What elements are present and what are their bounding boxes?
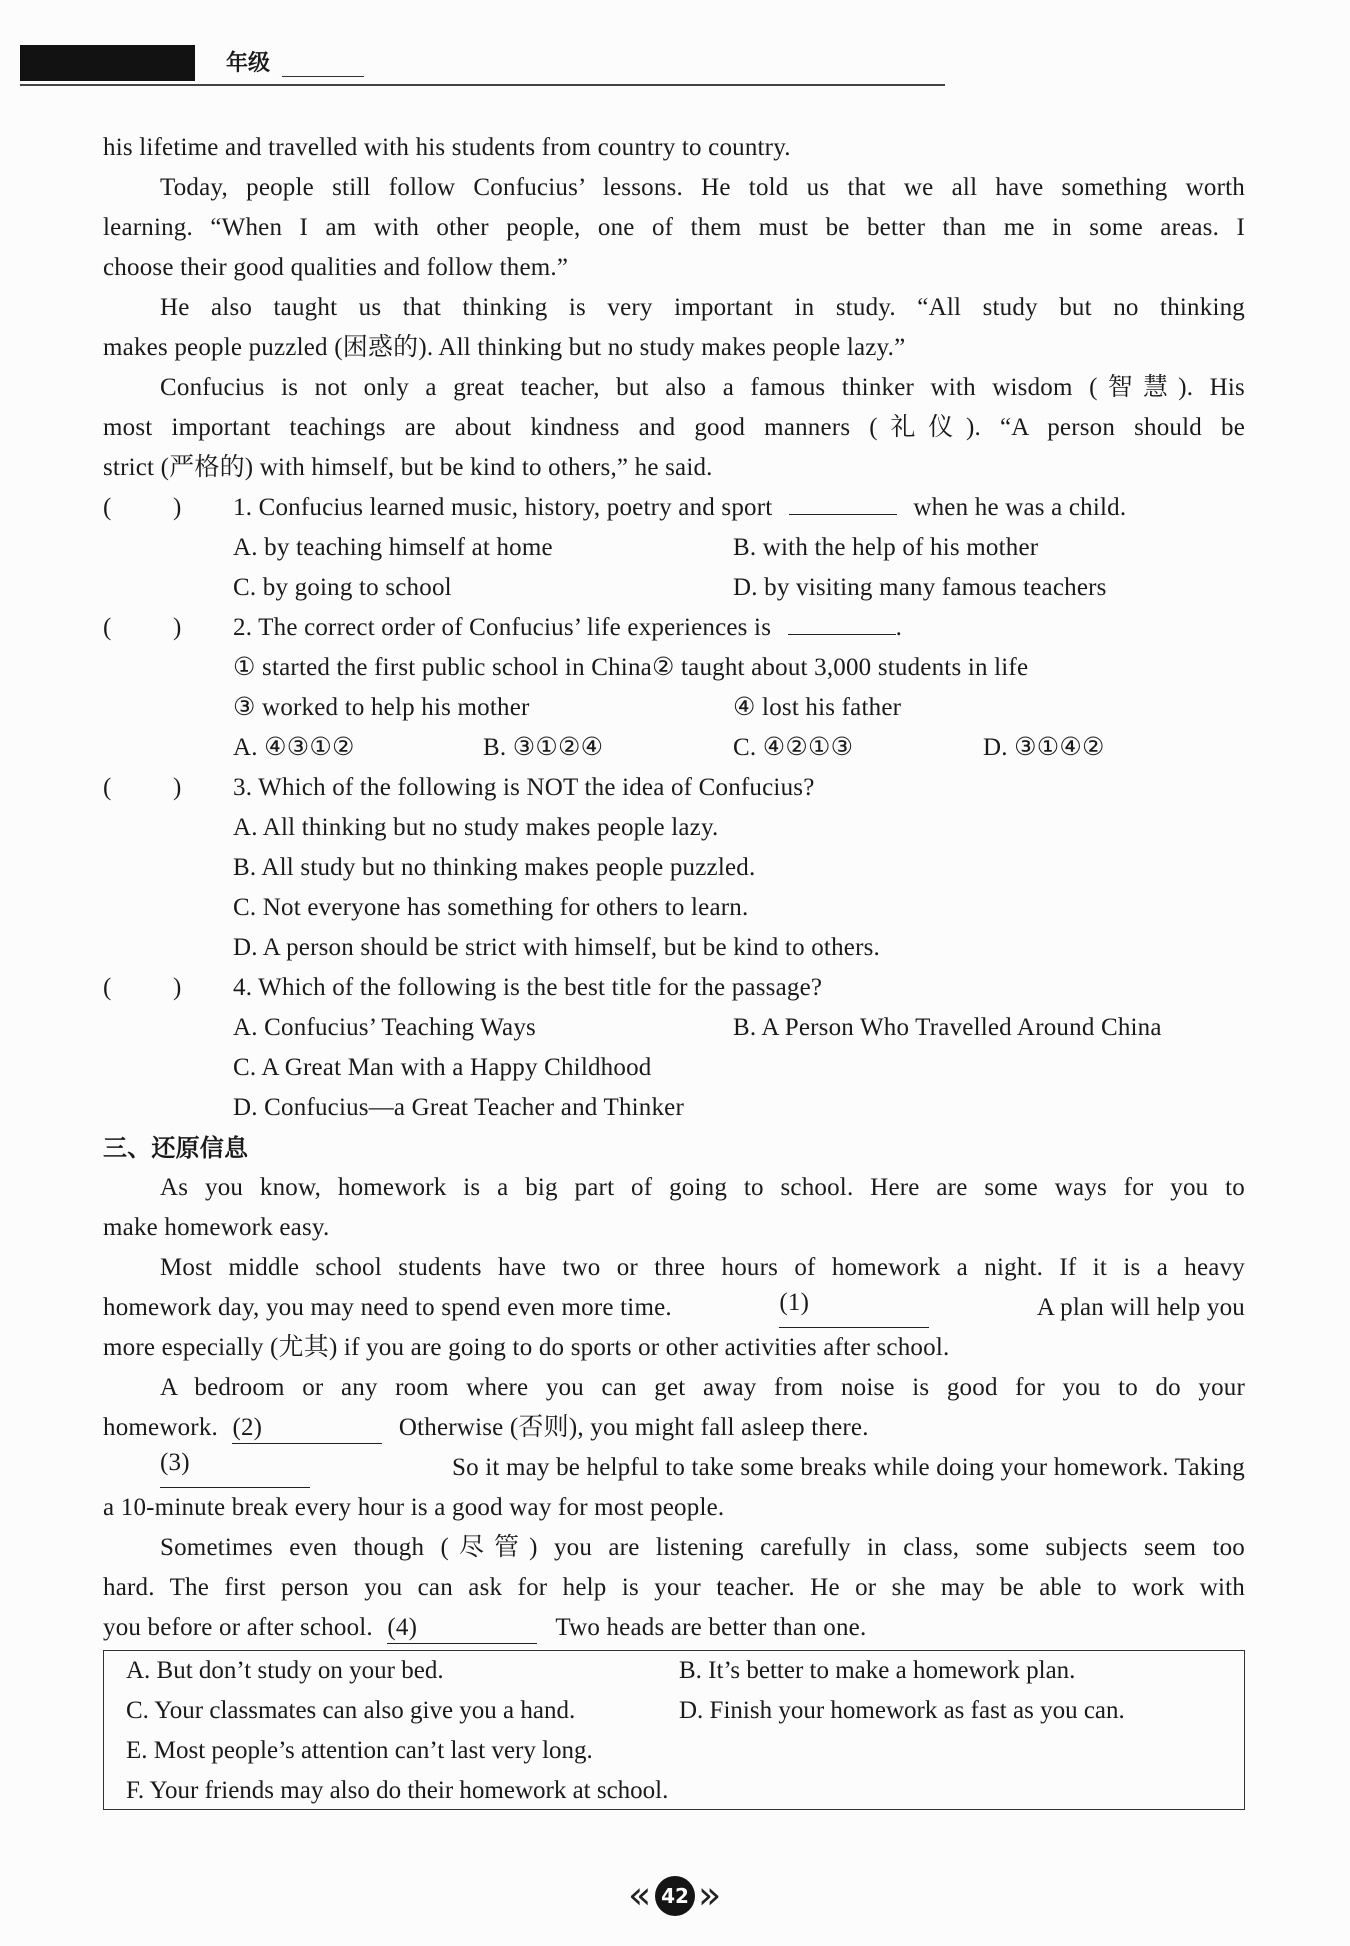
option-c[interactable]: C. by going to school xyxy=(233,574,452,601)
answer-paren-open[interactable]: ( xyxy=(103,614,112,641)
passage-line: more especially (尤其) if you are going to do sports or other activities after school. xyxy=(103,1334,950,1361)
question-stem: 4. Which of the following is the best title for the passage? xyxy=(233,974,823,1001)
option-b[interactable]: B. ③①②④ xyxy=(483,734,604,761)
passage-line: most important teachings are about kindness and good manners (礼仪). “A person should be xyxy=(103,414,1245,441)
options-row xyxy=(103,1008,1245,1048)
passage-line: As you know, homework is a big part of going to school. Here are some ways for you to xyxy=(160,1174,1245,1201)
option-d[interactable]: D. Confucius—a Great Teacher and Thinker xyxy=(233,1094,685,1121)
answer-blank-2[interactable]: (2) xyxy=(232,1413,382,1444)
question-stem-tail: when he was a child. xyxy=(913,494,1127,521)
option-c[interactable]: C. A Great Man with a Happy Childhood xyxy=(233,1054,652,1081)
question-3 xyxy=(103,768,1245,808)
box-option-a: A. But don’t study on your bed. xyxy=(126,1657,444,1684)
answer-paren-close: ) xyxy=(173,774,182,801)
passage-line: make homework easy. xyxy=(103,1214,330,1241)
passage-line: Confucius is not only a great teacher, but also a famous thinker with wisdom (智慧). His xyxy=(160,374,1245,401)
passage-text: A plan will help you xyxy=(1036,1294,1245,1321)
answer-blank-4[interactable]: (4) xyxy=(387,1613,537,1644)
option-a[interactable]: A. All thinking but no study makes people lazy. xyxy=(233,814,719,841)
event-item-3: ③ worked to help his mother xyxy=(233,694,530,721)
option-a[interactable]: A. ④③①② xyxy=(233,734,355,761)
passage-text: homework. xyxy=(103,1414,218,1441)
answer-paren-open[interactable]: ( xyxy=(103,974,112,1001)
page-content xyxy=(103,128,1245,1648)
answer-blank[interactable] xyxy=(789,488,897,515)
box-option-d: D. Finish your homework as fast as you can. xyxy=(679,1697,1125,1724)
event-item-2: ② taught about 3,000 students in life xyxy=(651,654,1029,681)
option-d[interactable]: D. ③①④② xyxy=(983,734,1105,761)
header-black-bar xyxy=(20,45,195,81)
passage-line: hard. The first person you can ask for help is your teacher. He or she may be able to work with xyxy=(103,1574,1245,1601)
option-b[interactable]: B. All study but no thinking makes people puzzled. xyxy=(233,854,756,881)
question-stem: 2. The correct order of Confucius’ life experiences is xyxy=(233,614,772,641)
passage-line: learning. “When I am with other people, one of them must be better than me in some areas. I xyxy=(103,214,1245,241)
grade-blank xyxy=(282,76,364,77)
chevron-left-decoration-icon: « xyxy=(628,1873,652,1917)
passage-line: makes people puzzled (困惑的). All thinking but no study makes people lazy.” xyxy=(103,334,906,361)
options-box-row xyxy=(104,1691,1244,1731)
option-c[interactable]: C. Not everyone has something for others to learn. xyxy=(233,894,749,921)
passage-line: strict (严格的) with himself, but be kind to others,” he said. xyxy=(103,454,713,481)
option-d[interactable]: D. by visiting many famous teachers xyxy=(733,574,1107,601)
options-box xyxy=(103,1650,1245,1810)
question-stem-end: . xyxy=(895,614,903,641)
option-a[interactable]: A. by teaching himself at home xyxy=(233,534,553,561)
option-a[interactable]: A. Confucius’ Teaching Ways xyxy=(233,1014,536,1041)
options-row xyxy=(103,648,1245,688)
event-item-1: ① started the first public school in China xyxy=(233,654,652,681)
option-b[interactable]: B. A Person Who Travelled Around China xyxy=(733,1014,1162,1041)
answer-paren-close: ) xyxy=(173,974,182,1001)
options-box-row xyxy=(104,1651,1244,1691)
question-2 xyxy=(103,608,1245,648)
event-item-4: ④ lost his father xyxy=(733,694,902,721)
answer-blank-3[interactable]: (3) xyxy=(160,1448,310,1488)
box-option-e: E. Most people’s attention can’t last very long. xyxy=(126,1737,593,1764)
page-number-badge xyxy=(628,1872,722,1920)
answer-paren-close: ) xyxy=(173,494,182,521)
question-stem: 3. Which of the following is NOT the idea of Confucius? xyxy=(233,774,815,801)
options-row xyxy=(103,528,1245,568)
passage-text: you before or after school. xyxy=(103,1614,373,1641)
passage-line: He also taught us that thinking is very important in study. “All study but no thinking xyxy=(160,294,1245,321)
section-title: 三、还原信息 xyxy=(103,1134,249,1162)
question-stem: 1. Confucius learned music, history, poetry and sport xyxy=(233,494,773,521)
passage-text: homework day, you may need to spend even more time. xyxy=(103,1294,672,1321)
answer-paren-open[interactable]: ( xyxy=(103,774,112,801)
passage-line xyxy=(103,1448,1245,1488)
passage-line: Sometimes even though (尽管) you are listening carefully in class, some subjects seem too xyxy=(160,1534,1245,1561)
passage-line xyxy=(103,1608,1245,1648)
passage-line xyxy=(103,1408,1245,1448)
passage-line: choose their good qualities and follow them.” xyxy=(103,254,569,281)
question-1 xyxy=(103,488,1245,528)
answer-blank-1[interactable]: (1) xyxy=(779,1288,929,1328)
box-option-f: F. Your friends may also do their homework at school. xyxy=(126,1777,669,1804)
answer-paren-close: ) xyxy=(173,614,182,641)
passage-text: So it may be helpful to take some breaks while doing your homework. Taking xyxy=(452,1454,1245,1481)
option-b[interactable]: B. with the help of his mother xyxy=(733,534,1039,561)
passage-line: A bedroom or any room where you can get away from noise is good for you to do your xyxy=(160,1374,1245,1401)
answer-paren-open[interactable]: ( xyxy=(103,494,112,521)
passage-line: a 10-minute break every hour is a good way for most people. xyxy=(103,1494,725,1521)
passage-text: Two heads are better than one. xyxy=(555,1614,867,1641)
answer-blank[interactable] xyxy=(788,608,896,635)
page-number: 42 xyxy=(655,1876,695,1916)
passage-line: Today, people still follow Confucius’ lessons. He told us that we all have something worth xyxy=(160,174,1245,201)
option-d[interactable]: D. A person should be strict with himself, but be kind to others. xyxy=(233,934,880,961)
grade-label: 年级 xyxy=(226,51,271,76)
box-option-b: B. It’s better to make a homework plan. xyxy=(679,1657,1076,1684)
passage-line xyxy=(103,1288,1245,1328)
options-row xyxy=(103,728,1245,768)
question-4 xyxy=(103,968,1245,1008)
header-rule xyxy=(20,84,945,86)
options-row xyxy=(103,688,1245,728)
passage-text: Otherwise (否则), you might fall asleep there. xyxy=(398,1414,869,1441)
passage-line: Most middle school students have two or three hours of homework a night. If it is a heavy xyxy=(160,1254,1245,1281)
options-row xyxy=(103,568,1245,608)
option-c[interactable]: C. ④②①③ xyxy=(733,734,854,761)
chevron-right-decoration-icon: » xyxy=(698,1873,722,1917)
box-option-c: C. Your classmates can also give you a hand. xyxy=(126,1697,576,1724)
passage-line: his lifetime and travelled with his students from country to country. xyxy=(103,134,791,161)
